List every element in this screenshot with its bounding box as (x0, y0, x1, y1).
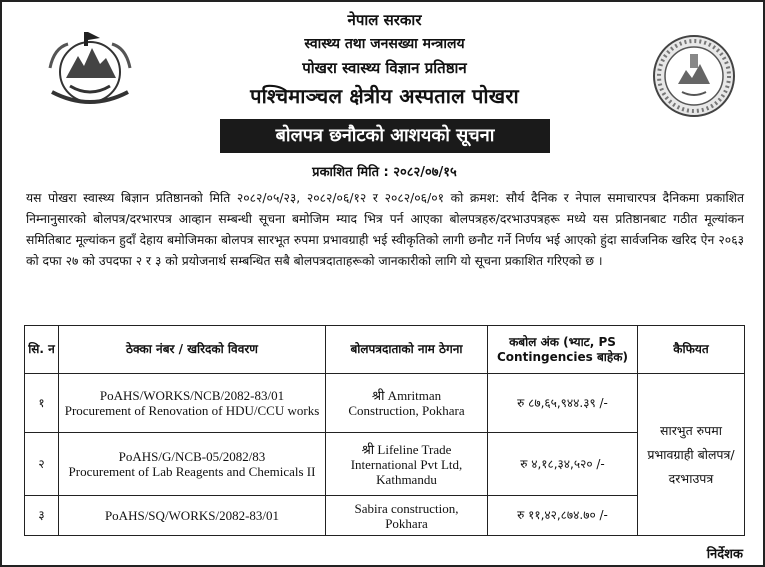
published-date: प्रकाशित मिति : २०८२/०७/१५ (312, 165, 457, 180)
row-bidder (326, 496, 488, 536)
header-amount-line2: Contingencies बाहेक) (497, 349, 628, 364)
row-amount: रु ८७,६५,९४४.३९ /- (488, 374, 638, 433)
row-sn: ३ (25, 496, 59, 536)
header-sn: सि. न (25, 326, 59, 374)
signatory: निर्देशक (706, 547, 743, 562)
contract-number: PoAHS/SQ/WORKS/2082-83/01 (104, 508, 280, 523)
row-bidder (326, 374, 488, 433)
row-bidder (326, 433, 488, 496)
institute-name: पोखरा स्वास्थ्य विज्ञान प्रतिष्ठान (302, 59, 467, 77)
row-remarks: सारभुत रुपमा प्रभावग्राही बोलपत्र/ दरभाउपत्र (638, 374, 745, 536)
contract-number: PoAHS/WORKS/NCB/2082-83/01 (99, 388, 285, 403)
bidder-name: श्री Amritman (371, 388, 442, 403)
bidder-name: श्री Lifeline Trade (361, 441, 452, 457)
contract-description: Procurement of Renovation of HDU/CCU works (64, 403, 320, 418)
contract-number: PoAHS/G/NCB-05/2082/83 (118, 449, 266, 464)
institute-seal-icon (652, 34, 736, 118)
bidder-address: International Pvt Ltd, Kathmandu (350, 456, 463, 487)
header-bidder: बोलपत्रदाताको नाम ठेगना (326, 326, 488, 374)
contract-description: Procurement of Lab Reagents and Chemicals II (68, 464, 316, 479)
table-row (25, 433, 745, 496)
government-name: नेपाल सरकार (347, 11, 422, 29)
header-amount-line1: कबोल अंक (भ्याट, PS (509, 334, 616, 349)
header-remarks: कैफियत (638, 326, 745, 374)
row-contract (59, 496, 326, 536)
hospital-name: पश्चिमाञ्चल क्षेत्रीय अस्पताल पोखरा (250, 84, 519, 108)
row-amount: रु ११,४२,८७४.७० /- (488, 496, 638, 536)
bid-table (24, 325, 745, 536)
header-amount (488, 326, 638, 374)
row-amount: रु ४,१८,३४,५२० /- (488, 433, 638, 496)
table-row (25, 496, 745, 536)
bidder-address: Pokhara (385, 515, 428, 531)
row-sn: २ (25, 433, 59, 496)
nepal-emblem-icon (44, 28, 136, 106)
bidder-address: Construction, Pokhara (348, 403, 465, 418)
bidder-name: Sabira construction, (354, 500, 459, 516)
notice-body: यस पोखरा स्वास्थ्य बिज्ञान प्रतिष्ठानको मिति २०८२/०५/२३, २०८२/०६/१२ र २०८२/०६/०१ को क्रमश: सौर्य दैनिक र नेपाल समाचारपत्र दैनिकमा प्रकाशित निम्नानुसारको बोलपत्र/दरभारपत्र आव्हान सम्बन्धी सूचना बमोजिम म्याद भित्र पर्न आएका बोलपत्रहरु/दरभाउपत्रहरू मध्ये यस प्रतिष्ठानबाट गठीत मूल्यांकन समितिबाट मूल्यांकन हुदाँ देहाय बमोजिमका बोलपत्र सारभूत रुपमा प्रभावग्राही भई स्वीकृतिको लागी छनौट गर्ने निर्णय भई आएको हुंदा सार्वजनिक खरिद ऐन २०६३ को दफा २७ को उपदफा २ र ३ को प्रयोजनार्थ सम्बन्धित सबै बोलपत्रदाताहरूको जानकारीको लागि यो सूचना प्रकाशित गरिएको छ । (26, 191, 744, 268)
notice-title: बोलपत्र छनौटको आशयको सूचना (220, 119, 550, 153)
row-contract (59, 374, 326, 433)
ministry-name: स्वास्थ्य तथा जनसख्या मन्त्रालय (304, 36, 465, 52)
row-contract (59, 433, 326, 496)
header-contract: ठेक्का नंबर / खरिदको विवरण (59, 326, 326, 374)
table-header-row (25, 326, 745, 374)
row-sn: १ (25, 374, 59, 433)
table-row (25, 374, 745, 433)
